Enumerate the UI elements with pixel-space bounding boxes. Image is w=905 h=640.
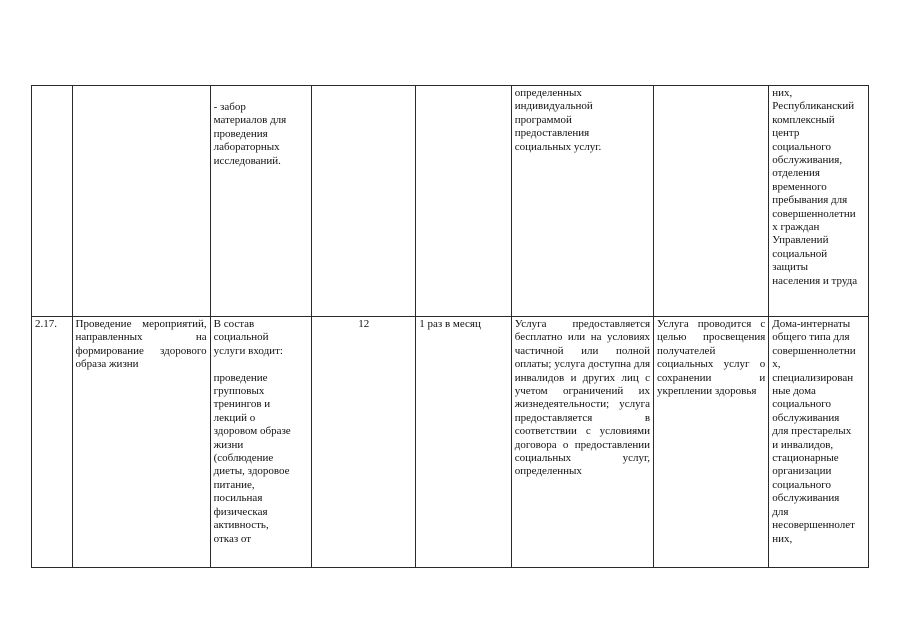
cell-terms-text: определенных индивидуальной программой предоставления социальных услуг. <box>514 87 602 153</box>
table-row <box>32 317 869 568</box>
cell-service-content <box>210 317 312 568</box>
cell-service-content-text: - забор материалов для проведения лабораторных исследований. <box>213 101 287 167</box>
cell-terms-text: Услуга предоставляется бесплатно или на условиях частичной или полной оплаты; услуга доступна для инвалидов и других лиц с учетом ограничений их жизнедеятельности; услуга предоставляется в соответствии с условиями договора о предоставлении социальных услуг, определенных <box>514 318 651 478</box>
services-table <box>31 85 869 568</box>
cell-volume <box>312 86 416 317</box>
cell-organizations-text: Дома-интернаты общего типа для совершеннолетни х, специализирован ные дома социального обслуживания для престарелых и инвалидов, стационарные организации социального обслуживания для несовершеннолет них, <box>772 318 856 545</box>
cell-service-name <box>72 86 210 317</box>
cell-frequency <box>416 86 512 317</box>
cell-goal <box>654 317 769 568</box>
cell-number-text: 2.17. <box>35 318 57 330</box>
cell-frequency <box>416 317 512 568</box>
cell-organizations <box>769 317 869 568</box>
cell-service-content-text: В состав социальной услуги входит: проведение групповых тренингов и лекций о здоровом образе жизни (соблюдение диеты, здоровое питание, посильная физическая активность, отказ от <box>213 318 291 545</box>
cell-volume <box>312 317 416 568</box>
cell-service-content <box>210 86 312 317</box>
cell-volume-text: 12 <box>358 318 370 330</box>
cell-frequency-text: 1 раз в месяц <box>419 318 481 330</box>
cell-number <box>32 317 73 568</box>
table-row <box>32 86 869 317</box>
cell-service-name-text: Проведение мероприятий, направленных на формирование здорового образа жизни <box>75 318 207 371</box>
cell-goal-text: Услуга проводится с целью просвещения получателей социальных услуг о сохранении и укреплении здоровья <box>657 318 766 398</box>
cell-terms <box>511 317 653 568</box>
cell-service-name <box>72 317 210 568</box>
cell-number <box>32 86 73 317</box>
cell-terms <box>511 86 653 317</box>
cell-goal <box>654 86 769 317</box>
cell-organizations <box>769 86 869 317</box>
cell-organizations-text: них, Республиканский комплексный центр социального обслуживания, отделения временного пребывания для совершеннолетни х граждан Управлений социальной защиты населения и труда <box>772 87 858 287</box>
